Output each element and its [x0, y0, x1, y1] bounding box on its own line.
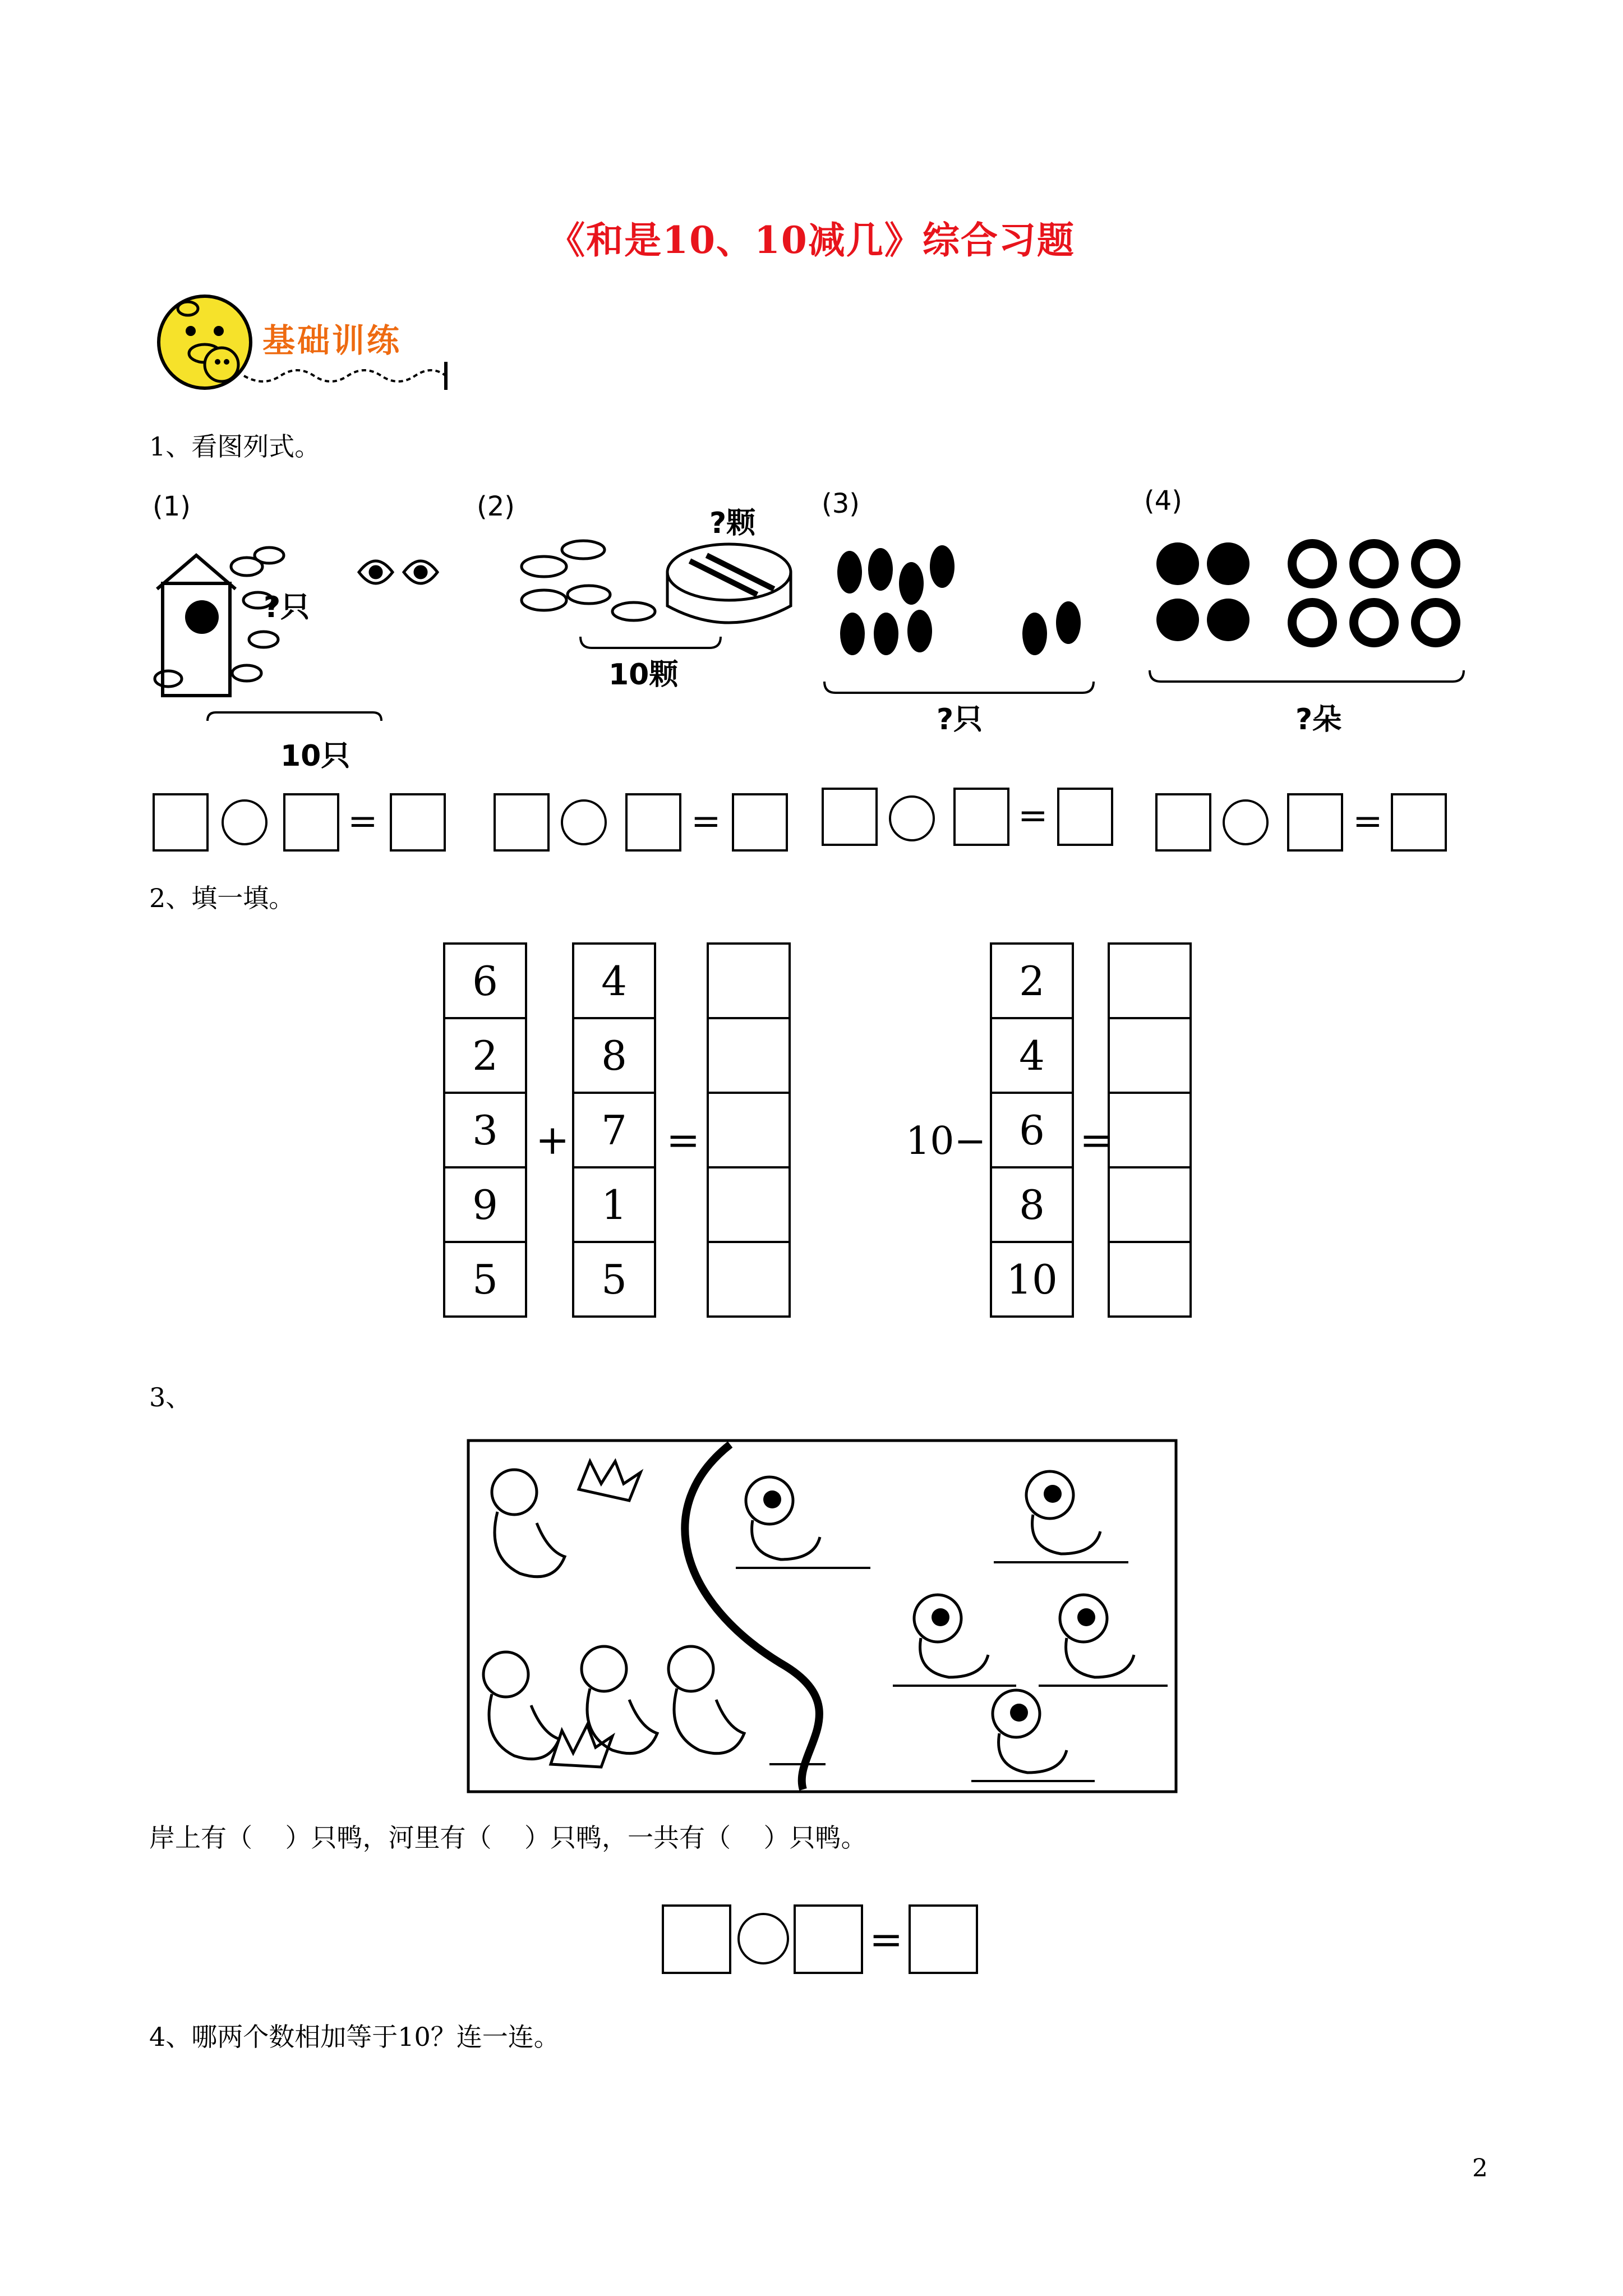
question-3-label: 3、 [149, 1382, 192, 1412]
answer-box[interactable] [822, 788, 878, 846]
subtrahend-column [990, 942, 1074, 1318]
penguins-illustration [822, 539, 1102, 701]
flowers-illustration [1144, 539, 1481, 696]
panel-1-top-label: ?只 [264, 591, 310, 624]
answer-cell[interactable] [1108, 1241, 1192, 1318]
answer-cell[interactable] [707, 1092, 791, 1168]
panel-3-bottom-label: ?只 [937, 703, 983, 737]
page-number: 2 [1472, 2154, 1488, 2183]
grid-cell: 6 [443, 942, 527, 1019]
panel-3-number: (3) [822, 488, 860, 519]
answer-box[interactable] [283, 793, 339, 852]
answer-cell[interactable] [707, 1017, 791, 1094]
answer-box[interactable] [153, 793, 209, 852]
question-2-label: 2、填一填。 [149, 883, 295, 913]
ducks-scene-illustration [467, 1439, 1178, 1793]
page-title: 《和是10、10减几》综合习题 [548, 218, 1075, 262]
addend-b-column [572, 942, 656, 1318]
answer-cell[interactable] [1108, 942, 1192, 1019]
grid-cell: 4 [990, 1017, 1074, 1094]
equals-sign: = [691, 800, 721, 842]
operator-circle[interactable] [1223, 799, 1269, 845]
answer-box[interactable] [909, 1904, 978, 1974]
equals-sign: = [1018, 795, 1048, 836]
question-4-label: 4、哪两个数相加等于10？连一连。 [149, 2022, 560, 2052]
answer-box[interactable] [1057, 788, 1113, 846]
answer-cell[interactable] [1108, 1092, 1192, 1168]
panel-1-number: (1) [153, 491, 191, 522]
answer-box[interactable] [1155, 793, 1211, 852]
answer-box[interactable] [390, 793, 446, 852]
equals-sign: = [1353, 800, 1383, 842]
grid-cell: 2 [990, 942, 1074, 1019]
addend-a-column [443, 942, 527, 1318]
difference-column [1108, 942, 1192, 1318]
operator-circle[interactable] [889, 795, 935, 841]
grid-cell: 3 [443, 1092, 527, 1168]
answer-cell[interactable] [1108, 1017, 1192, 1094]
panel-2-bottom-label: 10颗 [608, 658, 679, 692]
answer-cell[interactable] [707, 942, 791, 1019]
plus-sign: + [536, 1116, 570, 1163]
grid-cell: 7 [572, 1092, 656, 1168]
panel-4-bottom-label: ?朵 [1295, 703, 1342, 737]
panel-2-top-label: ?颗 [709, 507, 756, 540]
birdhouse-birds-illustration [151, 533, 454, 729]
operator-circle[interactable] [222, 799, 268, 845]
answer-box[interactable] [732, 793, 788, 852]
sum-column [707, 942, 791, 1318]
answer-box[interactable] [794, 1904, 863, 1974]
panel-4-number: (4) [1144, 485, 1182, 517]
answer-box[interactable] [953, 788, 1009, 846]
grid-cell: 10 [990, 1241, 1074, 1318]
answer-box[interactable] [1287, 793, 1343, 852]
grid-cell: 8 [990, 1166, 1074, 1243]
answer-cell[interactable] [1108, 1166, 1192, 1243]
question-1-label: 1、看图列式。 [149, 431, 321, 462]
equals-sign: = [348, 800, 378, 842]
answer-box[interactable] [662, 1904, 731, 1974]
equals-sign: = [1080, 1116, 1114, 1163]
panel-2-number: (2) [477, 491, 515, 522]
grid-cell: 1 [572, 1166, 656, 1243]
grid-cell: 6 [990, 1092, 1074, 1168]
question-3-sentence: 岸上有（ ）只鸭，河里有（ ）只鸭，一共有（ ）只鸭。 [149, 1823, 867, 1853]
operator-circle[interactable] [737, 1913, 789, 1964]
grid-cell: 5 [572, 1241, 656, 1318]
answer-box[interactable] [625, 793, 681, 852]
answer-box[interactable] [1391, 793, 1447, 852]
equals-sign: = [869, 1916, 903, 1963]
answer-cell[interactable] [707, 1166, 791, 1243]
minuend-label: 10− [906, 1119, 986, 1163]
panel-1-bottom-label: 10只 [280, 739, 351, 773]
grid-cell: 8 [572, 1017, 656, 1094]
grid-cell: 4 [572, 942, 656, 1019]
answer-box[interactable] [494, 793, 550, 852]
grid-cell: 9 [443, 1166, 527, 1243]
answer-cell[interactable] [707, 1241, 791, 1318]
grid-cell: 5 [443, 1241, 527, 1318]
operator-circle[interactable] [561, 799, 607, 845]
section-badge-label: 基础训练 [262, 321, 402, 360]
equals-sign: = [666, 1116, 700, 1163]
grid-cell: 2 [443, 1017, 527, 1094]
